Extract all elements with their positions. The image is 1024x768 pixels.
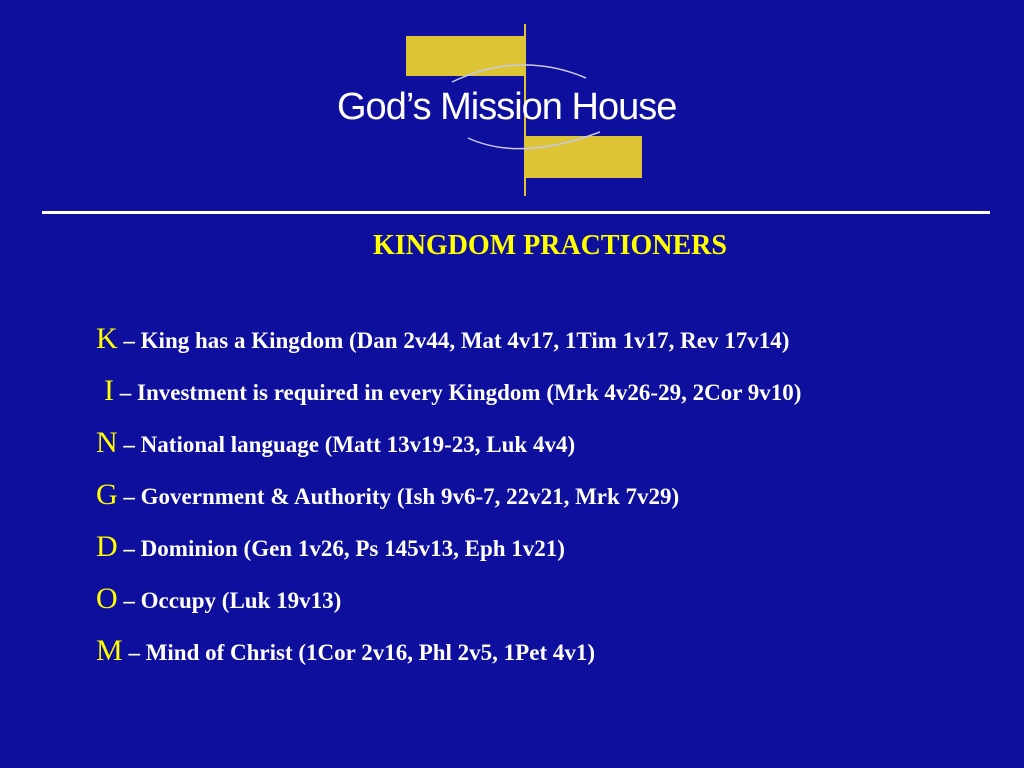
item-text: – Investment is required in every Kingdom (Mrk 4v26-29, 2Cor 9v10) xyxy=(114,380,802,405)
list-item xyxy=(96,322,789,356)
item-letter: N xyxy=(96,426,118,459)
item-letter: M xyxy=(96,634,123,667)
logo-lower-bar xyxy=(526,136,642,178)
item-letter: K xyxy=(96,322,118,355)
item-letter: I xyxy=(104,374,114,407)
item-letter: G xyxy=(96,478,118,511)
divider-line xyxy=(42,211,990,214)
list-item xyxy=(104,374,801,408)
item-text: – King has a Kingdom (Dan 2v44, Mat 4v17, 1Tim 1v17, Rev 17v14) xyxy=(117,328,790,353)
list-item xyxy=(96,634,595,668)
logo xyxy=(0,0,1024,210)
slide-title: KINGDOM PRACTIONERS xyxy=(373,230,727,261)
item-text: – Dominion (Gen 1v26, Ps 145v13, Eph 1v21) xyxy=(117,536,565,561)
list-item xyxy=(96,530,565,564)
item-text: – Government & Authority (Ish 9v6-7, 22v21, Mrk 7v29) xyxy=(117,484,680,509)
item-letter: O xyxy=(96,582,118,615)
item-text: – National language (Matt 13v19-23, Luk 4v4) xyxy=(117,432,576,457)
list-item xyxy=(96,478,679,512)
logo-upper-bar xyxy=(406,36,524,76)
list-item xyxy=(96,426,575,460)
item-text: – Mind of Christ (1Cor 2v16, Phl 2v5, 1Pet 4v1) xyxy=(122,640,596,665)
item-letter: D xyxy=(96,530,118,563)
item-text: – Occupy (Luk 19v13) xyxy=(117,588,342,613)
logo-text: God’s Mission House xyxy=(337,86,677,128)
list-item xyxy=(96,582,341,616)
